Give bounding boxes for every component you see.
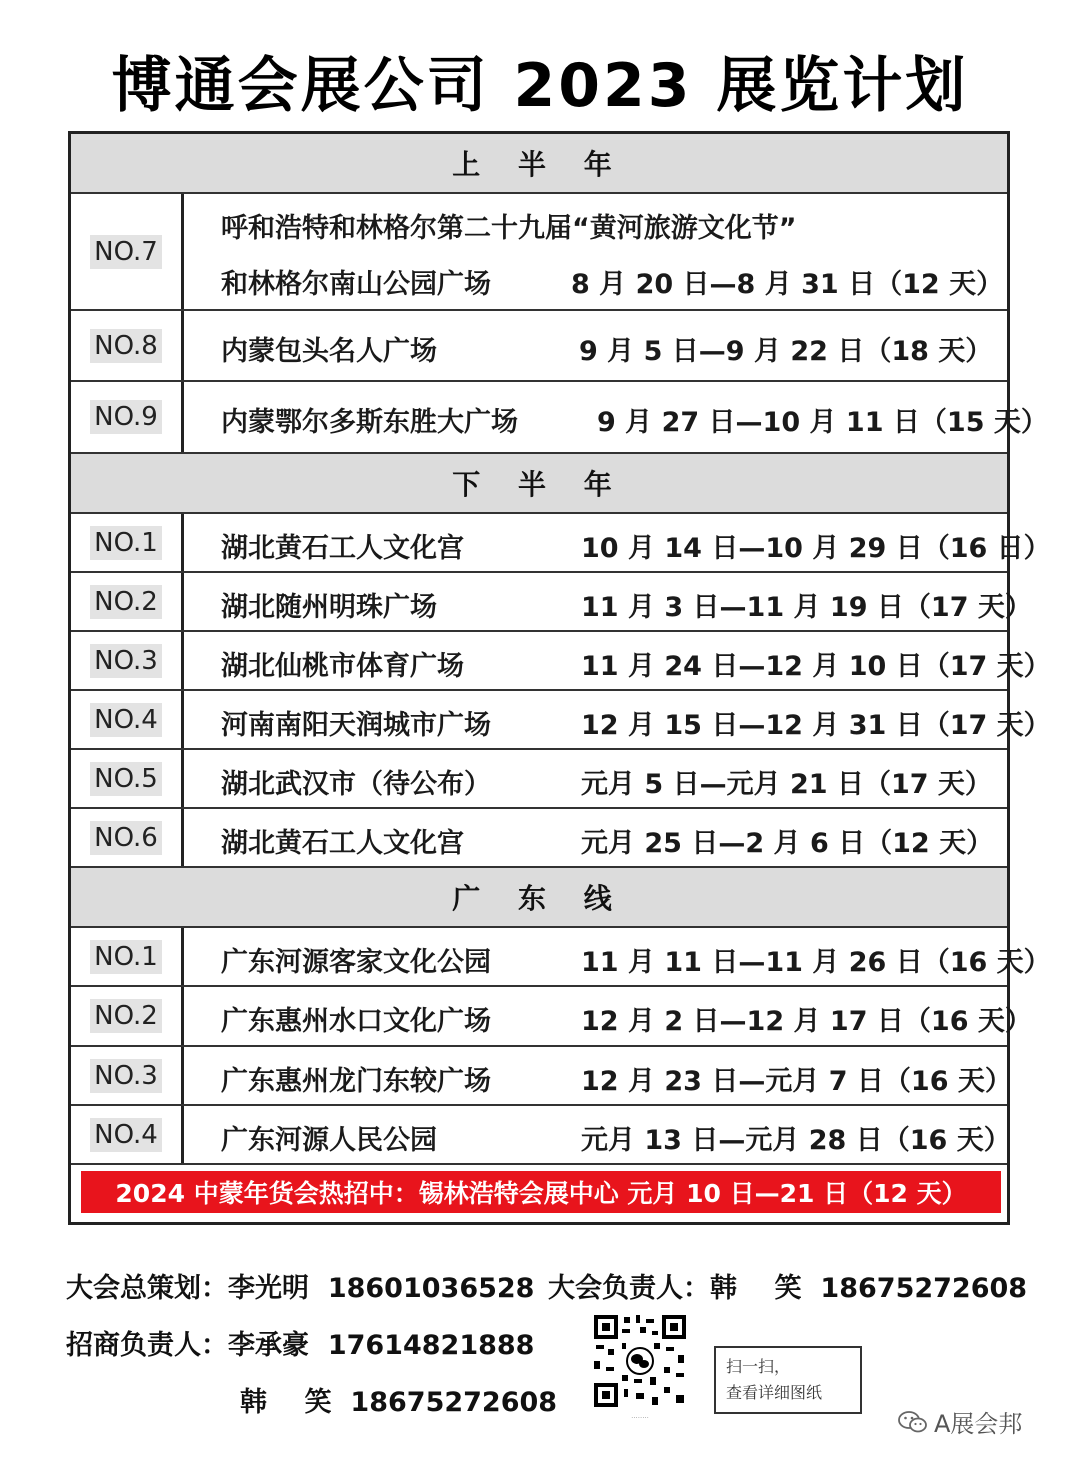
sales2-name: 韩 笑 [240, 1387, 332, 1418]
venue-name: 广东河源人民公园 [221, 1125, 437, 1156]
sales-phone: 17614821888 [327, 1330, 535, 1361]
row-number: NO.1 [90, 526, 162, 560]
sales2-contact [240, 1380, 557, 1419]
date-range: 12 月 2 日—12 月 17 日（16 天） [581, 1006, 1032, 1037]
sales-label: 招商负责人： [66, 1330, 228, 1361]
table-row [71, 573, 1032, 632]
date-range: 10 月 14 日—10 月 29 日（16 日） [581, 533, 1051, 564]
page-title: 博通会展公司 2023 展览计划 [111, 51, 969, 121]
venue-name: 湖北仙桃市体育广场 [221, 651, 464, 682]
venue-name: 湖北黄石工人文化宫 [221, 533, 464, 564]
date-range: 11 月 24 日—12 月 10 日（17 天） [581, 651, 1051, 682]
venue-name: 湖北随州明珠广场 [221, 592, 437, 623]
table-row [71, 987, 1032, 1047]
date-range: 12 月 23 日—元月 7 日（16 天） [581, 1066, 1012, 1097]
venue-name: 广东惠州龙门东较广场 [221, 1066, 491, 1097]
manager-contact [548, 1266, 1027, 1305]
table-row [71, 194, 1007, 311]
venue-name: 广东惠州水口文化广场 [221, 1006, 491, 1037]
table-row [71, 1106, 1011, 1165]
row-number: NO.4 [90, 1118, 162, 1152]
qr-code-icon[interactable] [592, 1313, 688, 1409]
table-row [71, 311, 1007, 382]
watermark-text: A展会邦 [934, 1410, 1023, 1438]
planner-label: 大会总策划： [66, 1273, 228, 1304]
row-number: NO.2 [90, 585, 162, 619]
row-number: NO.3 [90, 1059, 162, 1093]
scan-instruction-box [714, 1346, 862, 1414]
row-number: NO.8 [90, 329, 162, 363]
date-range: 9 月 27 日—10 月 11 日（15 天） [597, 407, 1048, 438]
row-number: NO.5 [90, 762, 162, 796]
row-number: NO.9 [90, 400, 162, 434]
planner-phone: 18601036528 [327, 1273, 535, 1304]
date-range: 8 月 20 日—8 月 31 日（12 天） [571, 269, 1004, 300]
venue-name: 内蒙包头名人广场 [221, 336, 437, 367]
section-header-second-half: 下 半 年 [71, 454, 1007, 514]
scan-line2: 查看详细图纸 [726, 1383, 823, 1402]
sales-contact [66, 1323, 534, 1362]
table-row [71, 1047, 1012, 1106]
table-row [71, 382, 1048, 454]
section-header-guangdong: 广 东 线 [71, 868, 1007, 928]
sales2-phone: 18675272608 [350, 1387, 558, 1418]
row-number: NO.2 [90, 999, 162, 1033]
section-header-first-half: 上 半 年 [71, 134, 1007, 194]
table-row [71, 809, 1007, 868]
venue-name: 湖北武汉市（待公布） [221, 769, 491, 800]
row-number: NO.7 [90, 235, 162, 269]
planner-name: 李光明 [228, 1273, 309, 1304]
table-row [71, 514, 1051, 573]
manager-phone: 18675272608 [820, 1273, 1028, 1304]
scan-line1: 扫一扫， [726, 1357, 791, 1376]
venue-name: 湖北黄石工人文化宫 [221, 828, 464, 859]
qr-caption: ········ [631, 1414, 649, 1422]
venue-name: 广东河源客家文化公园 [221, 947, 491, 978]
promo-banner: 2024 中蒙年货会热招中：锡林浩特会展中心 元月 10 日—21 日（12 天） [81, 1171, 1001, 1213]
date-range: 9 月 5 日—9 月 22 日（18 天） [579, 336, 993, 367]
manager-label: 大会负责人： [548, 1273, 710, 1304]
wechat-icon [898, 1410, 928, 1434]
date-range: 11 月 3 日—11 月 19 日（17 天） [581, 592, 1032, 623]
venue-name: 内蒙鄂尔多斯东胜大广场 [221, 407, 518, 438]
row-number: NO.4 [90, 703, 162, 737]
event-name: 呼和浩特和林格尔第二十九届“黄河旅游文化节” [221, 213, 797, 244]
venue-name: 河南南阳天润城市广场 [221, 710, 491, 741]
exhibition-schedule-table [68, 131, 1051, 1225]
date-range: 元月 5 日—元月 21 日（17 天） [581, 769, 992, 800]
watermark [898, 1404, 1022, 1439]
manager-name: 韩 笑 [710, 1273, 802, 1304]
date-range: 元月 25 日—2 月 6 日（12 天） [581, 828, 994, 859]
date-range: 12 月 15 日—12 月 31 日（17 天） [581, 710, 1051, 741]
table-row [71, 928, 1051, 987]
sales-name: 李承豪 [228, 1330, 309, 1361]
table-row [71, 691, 1051, 750]
row-number: NO.3 [90, 644, 162, 678]
venue-name: 和林格尔南山公园广场 [221, 269, 491, 300]
row-number: NO.1 [90, 940, 162, 974]
table-row [71, 750, 1007, 809]
planner-contact [66, 1266, 534, 1305]
table-row [71, 632, 1051, 691]
date-range: 11 月 11 日—11 月 26 日（16 天） [581, 947, 1051, 978]
date-range: 元月 13 日—元月 28 日（16 天） [581, 1125, 1011, 1156]
row-number: NO.6 [90, 821, 162, 855]
